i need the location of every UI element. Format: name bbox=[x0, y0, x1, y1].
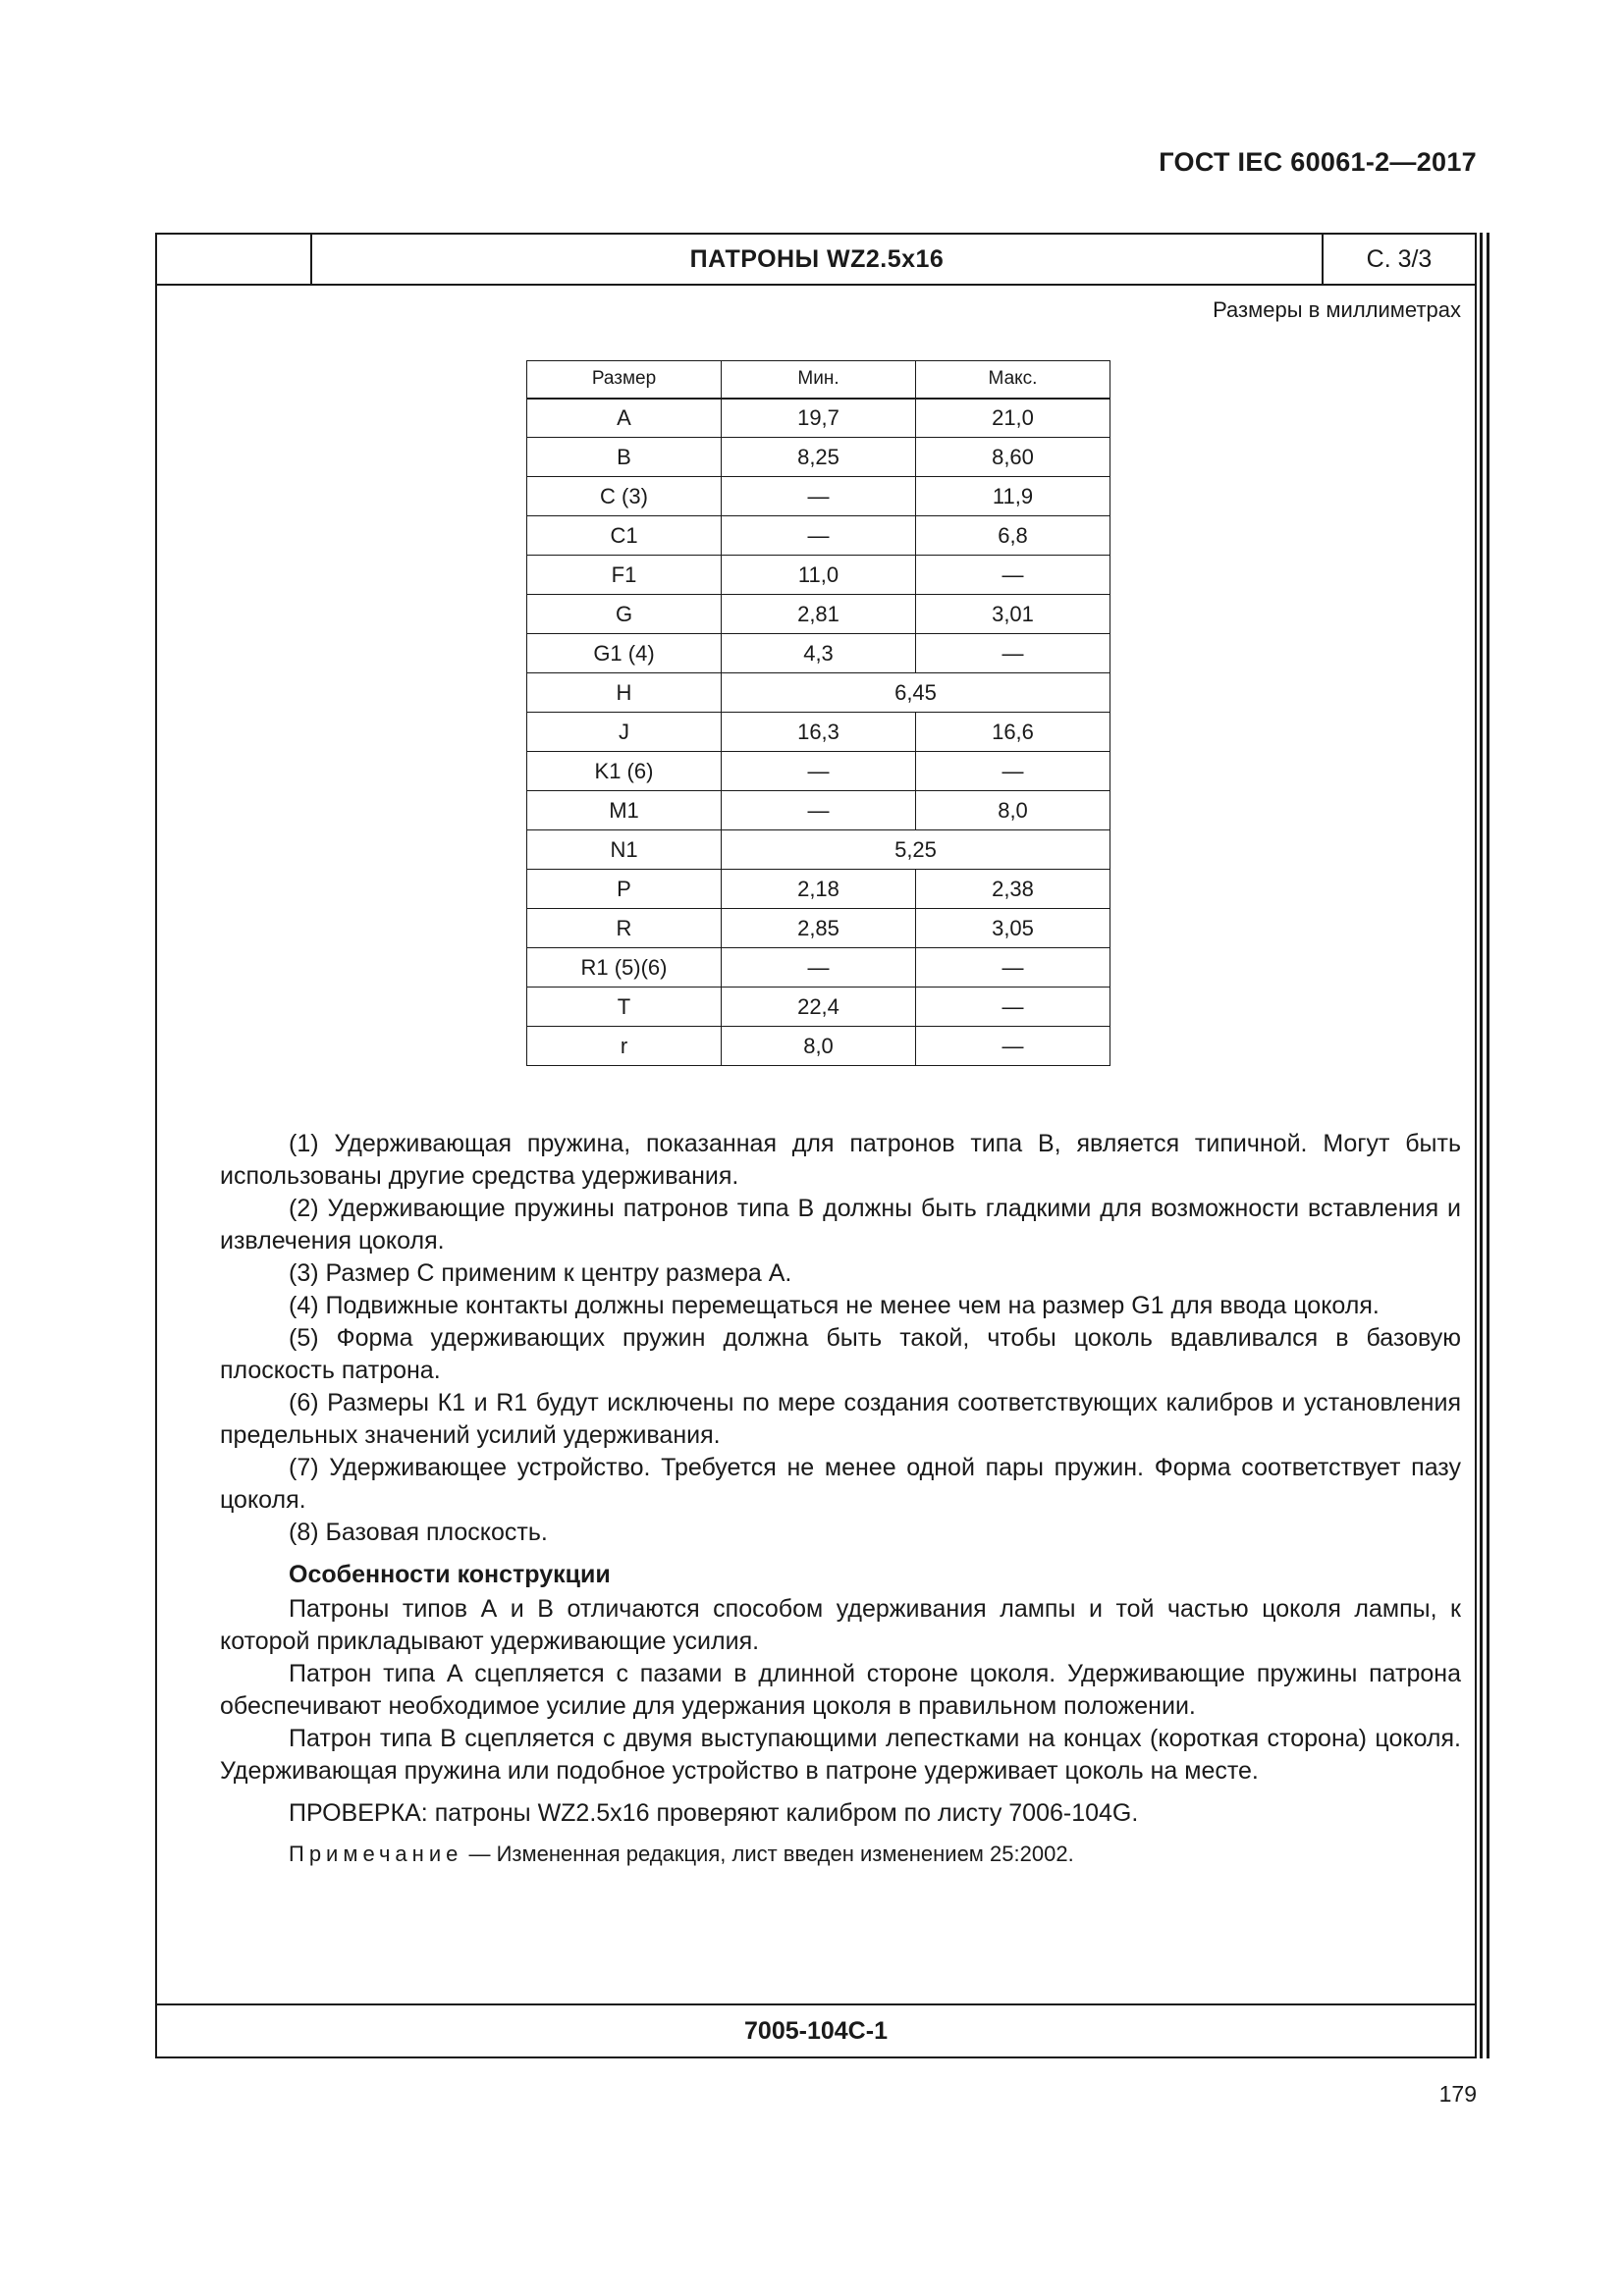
cell-size: B bbox=[527, 438, 722, 477]
cell-min: 11,0 bbox=[722, 556, 916, 595]
table-row bbox=[527, 830, 1110, 870]
cell-max: 8,60 bbox=[916, 438, 1110, 477]
table-row bbox=[527, 713, 1110, 752]
cell-size: K1 (6) bbox=[527, 752, 722, 791]
cell-min: — bbox=[722, 477, 916, 516]
note-item: (7) Удерживающее устройство. Требуется не менее одной пары пружин. Форма соответствует пазу цоколя. bbox=[220, 1454, 1461, 1514]
cell-size: J bbox=[527, 713, 722, 752]
table-row bbox=[527, 909, 1110, 948]
sheet-title: ПАТРОНЫ WZ2.5x16 bbox=[312, 235, 1324, 284]
cell-nominal: 6,45 bbox=[722, 673, 1110, 713]
cell-max: 3,05 bbox=[916, 909, 1110, 948]
cell-max: — bbox=[916, 948, 1110, 988]
table-row bbox=[527, 1027, 1110, 1066]
cell-max: 8,0 bbox=[916, 791, 1110, 830]
note-paragraph bbox=[220, 1838, 1461, 1870]
table-row bbox=[527, 948, 1110, 988]
table-row bbox=[527, 791, 1110, 830]
table-row bbox=[527, 438, 1110, 477]
units-note: Размеры в миллиметрах bbox=[1213, 297, 1461, 322]
cell-max: — bbox=[916, 634, 1110, 673]
table-row bbox=[527, 870, 1110, 909]
cell-size: G bbox=[527, 595, 722, 634]
note-label: Примечание bbox=[289, 1842, 463, 1866]
column-header-size: Размер bbox=[527, 361, 722, 399]
cell-size: M1 bbox=[527, 791, 722, 830]
cell-min: 2,18 bbox=[722, 870, 916, 909]
cell-min: 4,3 bbox=[722, 634, 916, 673]
sheet-border-line bbox=[1487, 233, 1489, 2058]
cell-max: — bbox=[916, 752, 1110, 791]
cell-max: 6,8 bbox=[916, 516, 1110, 556]
data-sheet bbox=[155, 233, 1477, 2058]
cell-min: 19,7 bbox=[722, 399, 916, 438]
column-header-max: Макс. bbox=[916, 361, 1110, 399]
cell-max: 11,9 bbox=[916, 477, 1110, 516]
feature-paragraph: Патроны типов А и В отличаются способом удерживания лампы и той частью цоколя лампы, к которой прикладывают удерживающие усилия. bbox=[220, 1595, 1461, 1655]
table-row bbox=[527, 556, 1110, 595]
cell-min: 16,3 bbox=[722, 713, 916, 752]
feature-paragraph: Патрон типа А сцепляется с пазами в длинной стороне цоколя. Удерживающие пружины патрона обеспечивают необходимое усилие для удержания цоколя в правильном положении. bbox=[220, 1660, 1461, 1720]
cell-min: 8,25 bbox=[722, 438, 916, 477]
cell-max: 3,01 bbox=[916, 595, 1110, 634]
cell-max: — bbox=[916, 1027, 1110, 1066]
cell-max: 21,0 bbox=[916, 399, 1110, 438]
cell-size: R1 (5)(6) bbox=[527, 948, 722, 988]
sheet-header bbox=[157, 235, 1475, 286]
cell-nominal: 5,25 bbox=[722, 830, 1110, 870]
sheet-header-empty-cell bbox=[157, 235, 312, 284]
note-item: (6) Размеры К1 и R1 будут исключены по мере создания соответствующих калибров и установления предельных значений усилий удерживания. bbox=[220, 1389, 1461, 1449]
cell-size: F1 bbox=[527, 556, 722, 595]
cell-max: — bbox=[916, 988, 1110, 1027]
table-body bbox=[527, 399, 1110, 1066]
table-row bbox=[527, 988, 1110, 1027]
cell-size: r bbox=[527, 1027, 722, 1066]
cell-min: 2,85 bbox=[722, 909, 916, 948]
sheet-page-indicator: С. 3/3 bbox=[1366, 244, 1433, 273]
standard-header: ГОСТ IEC 60061-2—2017 bbox=[1159, 147, 1477, 177]
note-item: (4) Подвижные контакты должны перемещаться не менее чем на размер G1 для ввода цоколя. bbox=[289, 1292, 1380, 1319]
cell-size: C1 bbox=[527, 516, 722, 556]
cell-size: H bbox=[527, 673, 722, 713]
cell-size: T bbox=[527, 988, 722, 1027]
table-header-row bbox=[527, 361, 1110, 399]
note-item: (3) Размер С применим к центру размера А. bbox=[289, 1259, 792, 1287]
table-row bbox=[527, 595, 1110, 634]
cell-min: — bbox=[722, 752, 916, 791]
note-item: (1) Удерживающая пружина, показанная для патронов типа В, является типичной. Могут быть использованы другие средства удерживания. bbox=[220, 1130, 1461, 1190]
cell-min: — bbox=[722, 791, 916, 830]
check-paragraph: ПРОВЕРКА: патроны WZ2.5x16 проверяют калибром по листу 7006-104G. bbox=[289, 1799, 1139, 1827]
cell-size: C (3) bbox=[527, 477, 722, 516]
notes-list bbox=[220, 1128, 1461, 1549]
features-heading: Особенности конструкции bbox=[289, 1561, 611, 1588]
cell-min: 22,4 bbox=[722, 988, 916, 1027]
dimensions-table bbox=[526, 360, 1110, 1066]
table-row bbox=[527, 477, 1110, 516]
cell-min: — bbox=[722, 948, 916, 988]
cell-size: G1 (4) bbox=[527, 634, 722, 673]
cell-min: 2,81 bbox=[722, 595, 916, 634]
cell-min: — bbox=[722, 516, 916, 556]
sheet-border-line bbox=[1480, 233, 1483, 2058]
cell-size: P bbox=[527, 870, 722, 909]
feature-paragraph: Патрон типа В сцепляется с двумя выступающими лепестками на концах (короткая сторона) цоколя. Удерживающая пружина или подобное устройство в патроне удерживает цоколь на месте. bbox=[220, 1725, 1461, 1785]
note-item: (8) Базовая плоскость. bbox=[289, 1519, 548, 1546]
cell-size: R bbox=[527, 909, 722, 948]
cell-max: — bbox=[916, 556, 1110, 595]
table-row bbox=[527, 399, 1110, 438]
table-row bbox=[527, 516, 1110, 556]
cell-max: 16,6 bbox=[916, 713, 1110, 752]
table-row bbox=[527, 673, 1110, 713]
note-text: — Измененная редакция, лист введен изменением 25:2002. bbox=[462, 1842, 1074, 1866]
sheet-footer-code: 7005-104С-1 bbox=[157, 2003, 1475, 2056]
cell-size: N1 bbox=[527, 830, 722, 870]
cell-max: 2,38 bbox=[916, 870, 1110, 909]
features-list bbox=[220, 1593, 1461, 1788]
table-row bbox=[527, 634, 1110, 673]
note-item: (5) Форма удерживающих пружин должна быть такой, чтобы цоколь вдавливался в базовую плоскость патрона. bbox=[220, 1324, 1461, 1384]
body-text bbox=[220, 1128, 1461, 1870]
column-header-min: Мин. bbox=[722, 361, 916, 399]
cell-size: A bbox=[527, 399, 722, 438]
cell-min: 8,0 bbox=[722, 1027, 916, 1066]
note-item: (2) Удерживающие пружины патронов типа В должны быть гладкими для возможности вставления и извлечения цоколя. bbox=[220, 1195, 1461, 1255]
table-row bbox=[527, 752, 1110, 791]
page-number: 179 bbox=[1438, 2081, 1477, 2107]
